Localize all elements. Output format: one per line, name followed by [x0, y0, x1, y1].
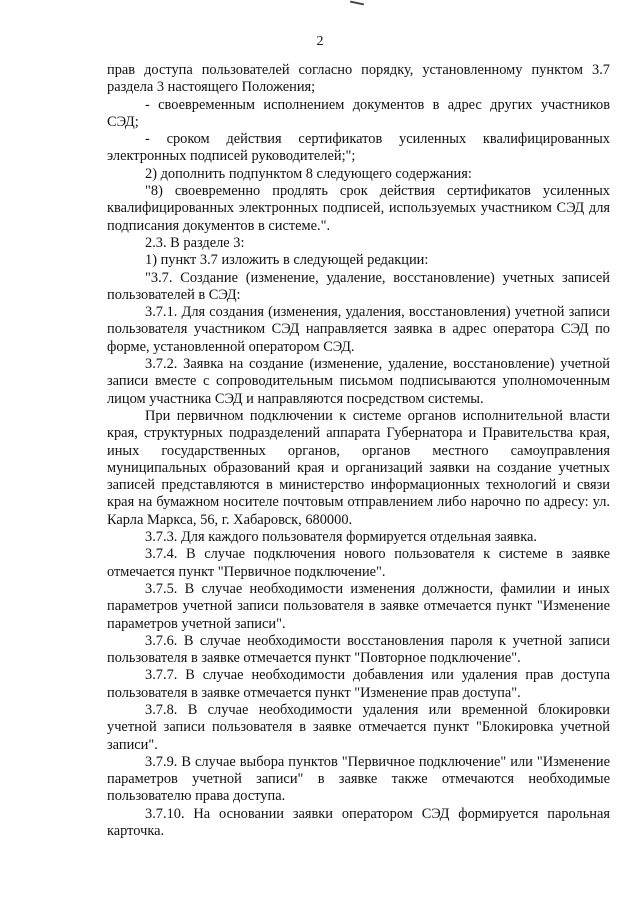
paragraph: прав доступа пользователей согласно порядку, установленному пунктом 3.7 раздела 3 настоящего Положения;: [107, 62, 610, 96]
page-number: 2: [316, 34, 324, 49]
scan-artifact: [350, 1, 364, 6]
paragraph: 2.3. В разделе 3:: [145, 234, 245, 251]
paragraph: 3.7.6. В случае необходимости восстановления пароля к учетной записи пользователя в заявке отмечается пункт "Повторное подключение".: [107, 632, 610, 667]
paragraph: 2) дополнить подпунктом 8 следующего содержания:: [145, 165, 472, 182]
paragraph: "3.7. Создание (изменение, удаление, восстановление) учетных записей пользователей в СЭД:: [107, 269, 610, 303]
paragraph: 3.7.9. В случае выбора пунктов "Первичное подключение" или "Изменение параметров учетной записи" в заявке также отмечаются необходимые пользователю права доступа.: [107, 753, 610, 805]
paragraph: 3.7.10. На основании заявки оператором СЭД формируется парольная карточка.: [107, 805, 610, 840]
paragraph: 3.7.5. В случае необходимости изменения должности, фамилии и иных параметров учетной записи пользователя в заявке отмечается пункт "Изменение параметров учетной записи".: [107, 580, 610, 632]
paragraph: 1) пункт 3.7 изложить в следующей редакции:: [145, 252, 429, 269]
paragraph: 3.7.8. В случае необходимости удаления или временной блокировки учетной записи пользователя в заявке отмечается пункт "Блокировка учетной записи".: [107, 701, 610, 753]
paragraph: При первичном подключении к системе органов исполнительной власти края, структурных подразделений аппарата Губернатора и Правительства края, иных государственных органов, органов местного самоуправления муниципальных образований края и организаций заявки на создание учетных записей представляются в министерство информационных технологий и связи края на бумажном носителе почтовым отправлением либо нарочно по адресу: ул. Карла Маркса, 56, г. Хабаровск, 680000.: [107, 407, 610, 528]
paragraph: 3.7.4. В случае подключения нового пользователя к системе в заявке отмечается пункт "Первичное подключение".: [107, 546, 610, 580]
paragraph: 3.7.1. Для создания (изменения, удаления, восстановления) учетной записи пользователя участником СЭД направляется заявка в адрес оператора СЭД по форме, установленной оператором СЭД.: [107, 304, 610, 355]
paragraph: 3.7.7. В случае необходимости добавления или удаления прав доступа пользователя в заявке отмечается пункт "Изменение прав доступа".: [107, 667, 610, 701]
document-body: [107, 62, 610, 840]
paragraph: 3.7.2. Заявка на создание (изменение, удаление, восстановление) учетной записи вместе с сопроводительным письмом подписываются уполномоченным лицом участника СЭД и направляются посредством системы.: [107, 356, 610, 407]
paragraph: "8) своевременно продлять срок действия сертификатов усиленных квалифицированных электронных подписей, используемых участником СЭД для подписания документов в системе.".: [107, 183, 610, 234]
paragraph: 3.7.3. Для каждого пользователя формируется отдельная заявка.: [145, 529, 537, 546]
paragraph: - своевременным исполнением документов в адрес других участников СЭД;: [107, 96, 610, 130]
paragraph: - сроком действия сертификатов усиленных квалифицированных электронных подписей руководителей;";: [107, 131, 610, 165]
